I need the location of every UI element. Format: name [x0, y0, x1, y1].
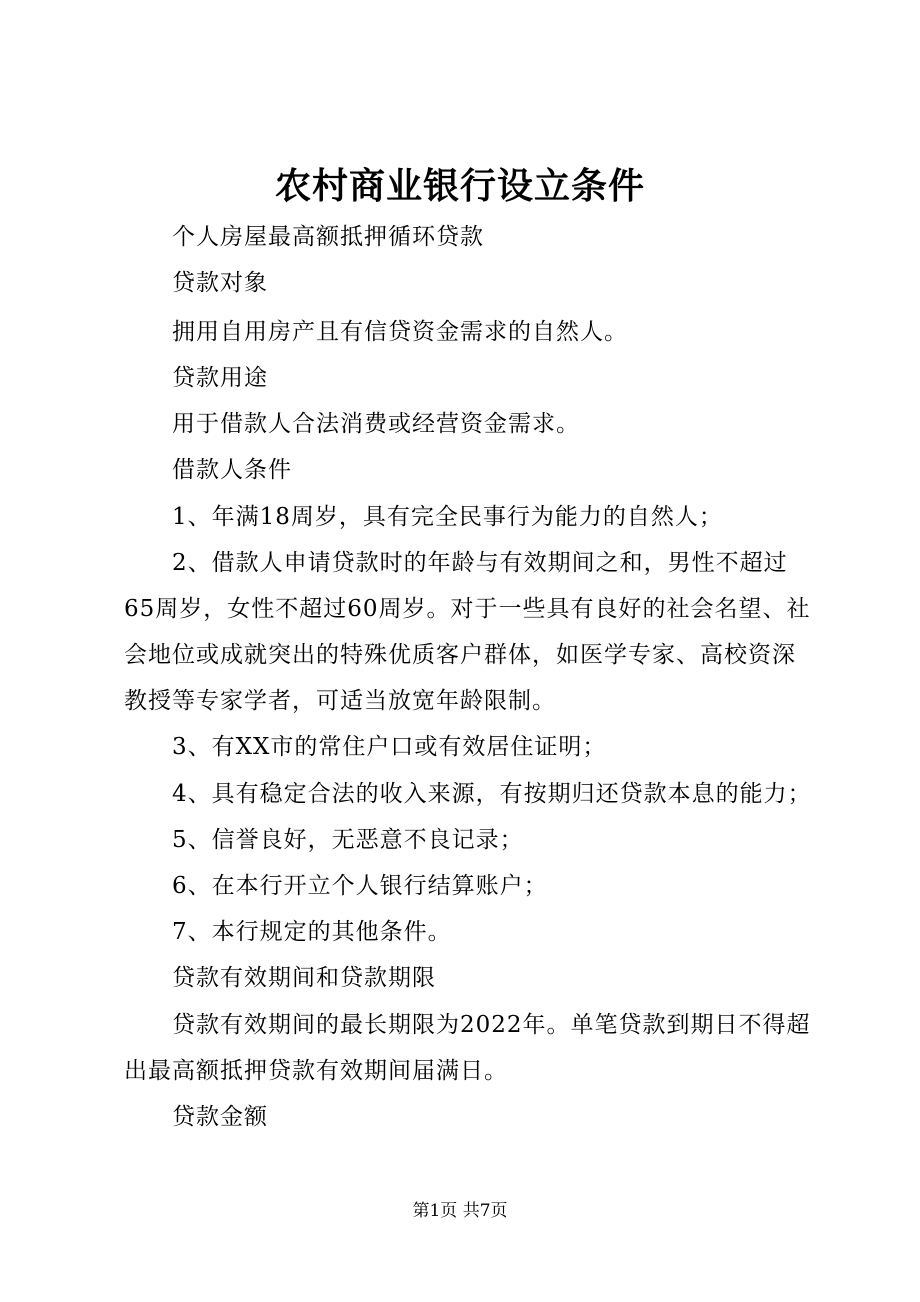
paragraph-6: 借款人条件 — [172, 457, 292, 483]
paragraph-10: 4、具有稳定合法的收入来源，有按期归还贷款本息的能力； — [172, 781, 812, 807]
paragraph-4: 贷款用途 — [172, 365, 268, 391]
paragraph-3: 拥用自用房产且有信贷资金需求的自然人。 — [172, 319, 628, 345]
paragraph-16: 贷款金额 — [172, 1104, 268, 1130]
paragraph-9: 3、有XX市的常住户口或有效居住证明； — [172, 734, 607, 760]
paragraph-15: 贷款有效期间的最长期限为2022年。单笔贷款到期日不得超出最高额抵押贷款有效期间届满日。 — [124, 1012, 811, 1084]
paragraph-12: 6、在本行开立个人银行结算账户； — [172, 873, 548, 899]
paragraph-1: 个人房屋最高额抵押循环贷款 — [172, 224, 484, 250]
page-footer: 第1页 共7页 — [412, 1201, 508, 1221]
paragraph-11: 5、信誉良好，无恶意不良记录； — [172, 827, 524, 853]
document-title: 农村商业银行设立条件 — [274, 165, 645, 207]
paragraph-5: 用于借款人合法消费或经营资金需求。 — [172, 411, 580, 437]
paragraph-7: 1、年满18周岁，具有完全民事行为能力的自然人； — [172, 504, 723, 530]
paragraph-14: 贷款有效期间和贷款期限 — [172, 965, 436, 991]
paragraph-13: 7、本行规定的其他条件。 — [172, 919, 452, 945]
paragraph-2: 贷款对象 — [172, 270, 268, 296]
paragraph-8: 2、借款人申请贷款时的年龄与有效期间之和，男性不超过65周岁，女性不超过60周岁。对于一些具有良好的社会名望、社会地位或成就突出的特殊优质客户群体，如医学专家、高校资深教授等专家学者，可适当放宽年龄限制。 — [124, 550, 811, 714]
